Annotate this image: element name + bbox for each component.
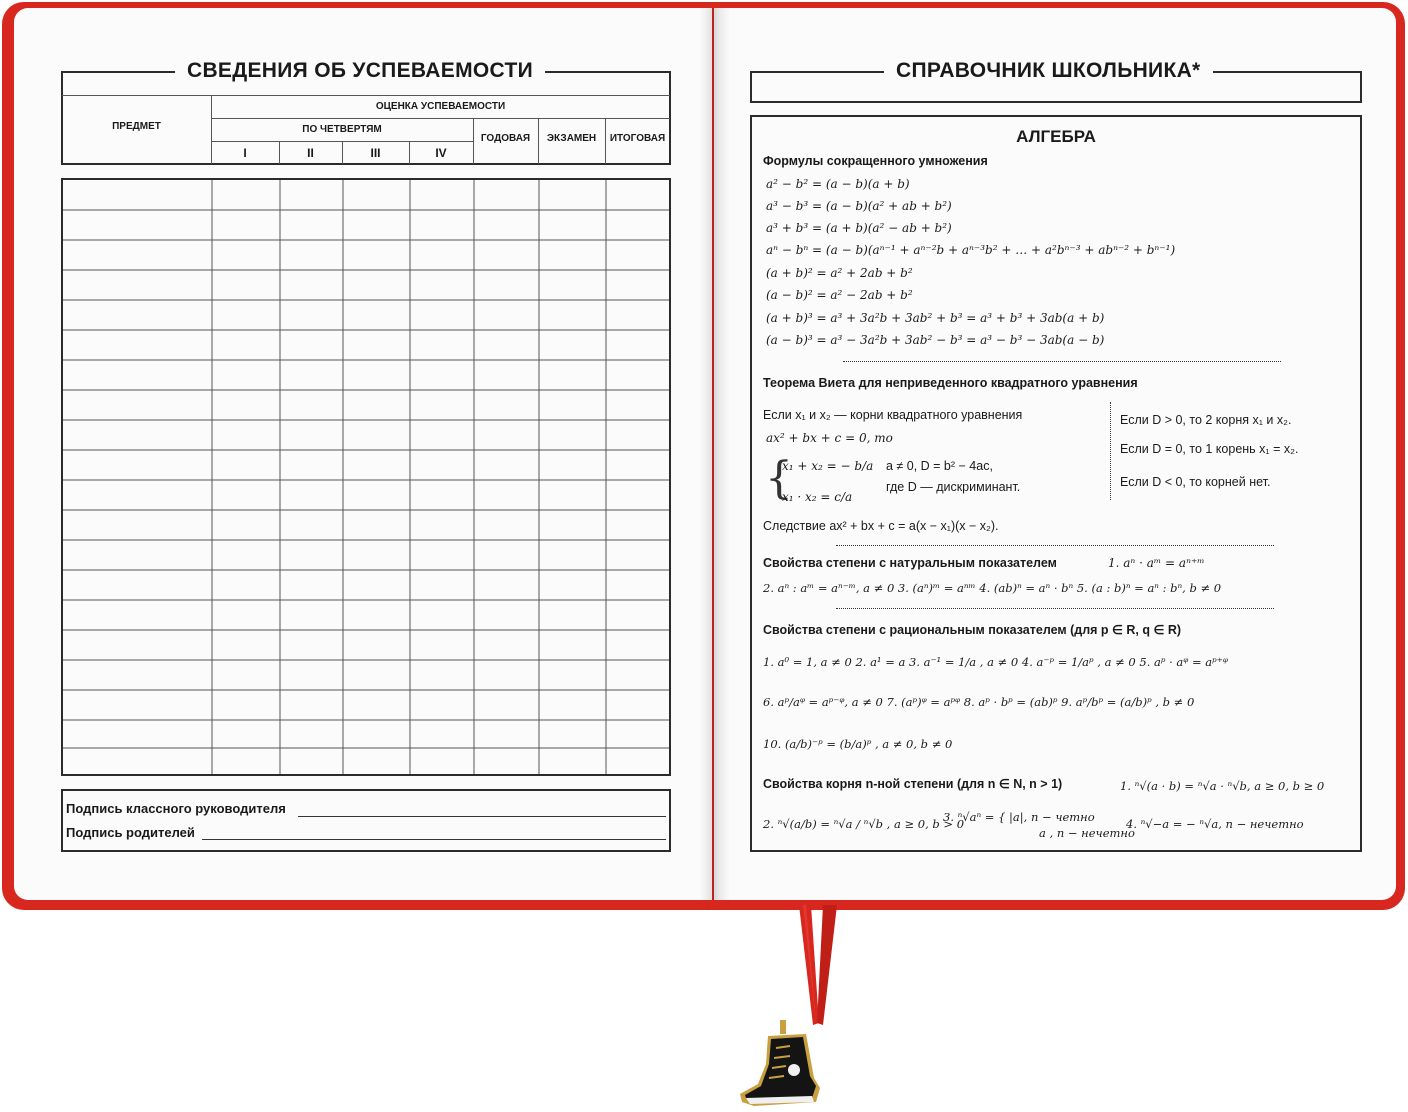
natural-heading: Свойства степени с натуральным показателем xyxy=(763,556,1057,570)
natural-property-1: 1. aⁿ · aᵐ = aⁿ⁺ᵐ xyxy=(1108,556,1205,570)
grades-table xyxy=(61,178,671,776)
rational-properties: 10. (a/b)⁻ᵖ = (b/a)ᵖ , a ≠ 0, b ≠ 0 xyxy=(763,737,953,751)
vieta-vertical-divider xyxy=(1110,402,1111,500)
discriminant-case: Если D < 0, то корней нет. xyxy=(1120,475,1271,489)
root-property-2: 2. ⁿ√(a/b) = ⁿ√a / ⁿ√b , a ≥ 0, b > 0 xyxy=(763,817,965,831)
parents-signature-label: Подпись родителей xyxy=(66,825,195,840)
root-property-4: 4. ⁿ√−a = − ⁿ√a, n − нечетно xyxy=(1126,817,1304,831)
teacher-signature-label: Подпись классного руководителя xyxy=(66,801,286,816)
vieta-equation: ax² + bx + c = 0, то xyxy=(766,431,893,445)
sneaker-charm-icon xyxy=(736,1018,828,1110)
signature-box xyxy=(61,789,671,852)
column-quarter-1: I xyxy=(243,146,247,160)
header-line xyxy=(62,95,670,96)
formula: aⁿ − bⁿ = (a − b)(aⁿ⁻¹ + aⁿ⁻²b + aⁿ⁻³b² + … + a²bⁿ⁻³ + abⁿ⁻² + bⁿ⁻¹) xyxy=(766,243,1176,257)
rational-properties: 1. a⁰ = 1, a ≠ 0 2. a¹ = a 3. a⁻¹ = 1/a , a ≠ 0 4. a⁻ᵖ = 1/aᵖ , a ≠ 0 5. aᵖ · aᵠ = aᵖ⁺ᵠ xyxy=(763,655,1228,669)
formula: (a + b)² = a² + 2ab + b² xyxy=(766,266,913,280)
column-quarters: ПО ЧЕТВЕРТЯМ xyxy=(302,124,382,135)
vieta-heading: Теорема Виета для неприведенного квадратного уравнения xyxy=(763,376,1138,390)
vieta-product: x₁ · x₂ = c/a xyxy=(782,490,853,504)
vieta-corollary: Следствие ax² + bx + c = a(x − x₁)(x − x₂). xyxy=(763,519,999,533)
column-quarter-2: II xyxy=(307,146,314,160)
formula: a³ − b³ = (a − b)(a² + ab + b²) xyxy=(766,199,952,213)
natural-properties: 2. aⁿ : aᵐ = aⁿ⁻ᵐ, a ≠ 0 3. (aⁿ)ᵐ = aⁿᵐ 4. (ab)ⁿ = aⁿ · bⁿ 5. (a : b)ⁿ = aⁿ : bⁿ, b ≠ 0 xyxy=(763,581,1222,595)
algebra-title: АЛГЕБРА xyxy=(1016,127,1096,146)
vieta-condition: a ≠ 0, D = b² − 4ac, xyxy=(886,459,993,473)
roots-heading: Свойства корня n-ной степени (для n ∈ N, n > 1) xyxy=(763,777,1063,791)
root-property-1: 1. ⁿ√(a · b) = ⁿ√a · ⁿ√b, a ≥ 0, b ≥ 0 xyxy=(1120,779,1325,793)
section-divider xyxy=(836,545,1274,546)
formula: (a − b)² = a² − 2ab + b² xyxy=(766,288,913,302)
parents-signature-line[interactable] xyxy=(202,839,666,840)
teacher-signature-line[interactable] xyxy=(298,816,666,817)
formula: a² − b² = (a − b)(a + b) xyxy=(766,177,910,191)
grades-grid xyxy=(63,180,669,774)
header-line xyxy=(211,118,670,119)
short-mult-heading: Формулы сокращенного умножения xyxy=(763,154,988,168)
root-property-3-odd: a , n − нечетно xyxy=(1039,826,1135,840)
root-property-3: 3. ⁿ√aⁿ = { |a|, n − четно xyxy=(943,810,1095,824)
formula: (a − b)³ = a³ − 3a²b + 3ab² − b³ = a³ − b³ − 3ab(a − b) xyxy=(766,333,1105,347)
reference-title: СПРАВОЧНИК ШКОЛЬНИКА* xyxy=(884,59,1213,83)
rational-properties: 6. aᵖ/aᵠ = aᵖ⁻ᵠ, a ≠ 0 7. (aᵖ)ᵠ = aᵖᵠ 8. aᵖ · bᵖ = (ab)ᵖ 9. aᵖ/bᵖ = (a/b)ᵖ , b ≠ 0 xyxy=(763,695,1195,709)
vieta-text: Если x₁ и x₂ — корни квадратного уравнения xyxy=(763,408,1023,422)
bookmark-ribbon xyxy=(797,905,839,1025)
vieta-sum: x₁ + x₂ = − b/a xyxy=(782,459,874,473)
grades-title: СВЕДЕНИЯ ОБ УСПЕВАЕМОСТИ xyxy=(175,59,545,83)
system-brace: { xyxy=(765,453,793,504)
column-final: ИТОГОВАЯ xyxy=(609,133,666,144)
column-quarter-3: III xyxy=(370,146,381,160)
column-annual: ГОДОВАЯ xyxy=(480,133,531,144)
column-subject: ПРЕДМЕТ xyxy=(112,121,161,132)
formula: (a + b)³ = a³ + 3a²b + 3ab² + b³ = a³ + b³ + 3ab(a + b) xyxy=(766,311,1105,325)
discriminant-case: Если D = 0, то 1 корень x₁ = x₂. xyxy=(1120,442,1299,456)
column-grades: ОЦЕНКА УСПЕВАЕМОСТИ xyxy=(375,101,506,112)
column-quarter-4: IV xyxy=(435,146,447,160)
column-exam: ЭКЗАМЕН xyxy=(546,133,597,144)
section-divider xyxy=(843,361,1281,362)
section-divider xyxy=(836,608,1274,609)
discriminant-case: Если D > 0, то 2 корня x₁ и x₂. xyxy=(1120,413,1292,427)
spine-shadow xyxy=(700,8,730,900)
vieta-condition: где D — дискриминант. xyxy=(886,480,1021,494)
rational-heading: Свойства степени с рациональным показателем (для p ∈ R, q ∈ R) xyxy=(763,623,1182,637)
formula: a³ + b³ = (a + b)(a² − ab + b²) xyxy=(766,221,952,235)
